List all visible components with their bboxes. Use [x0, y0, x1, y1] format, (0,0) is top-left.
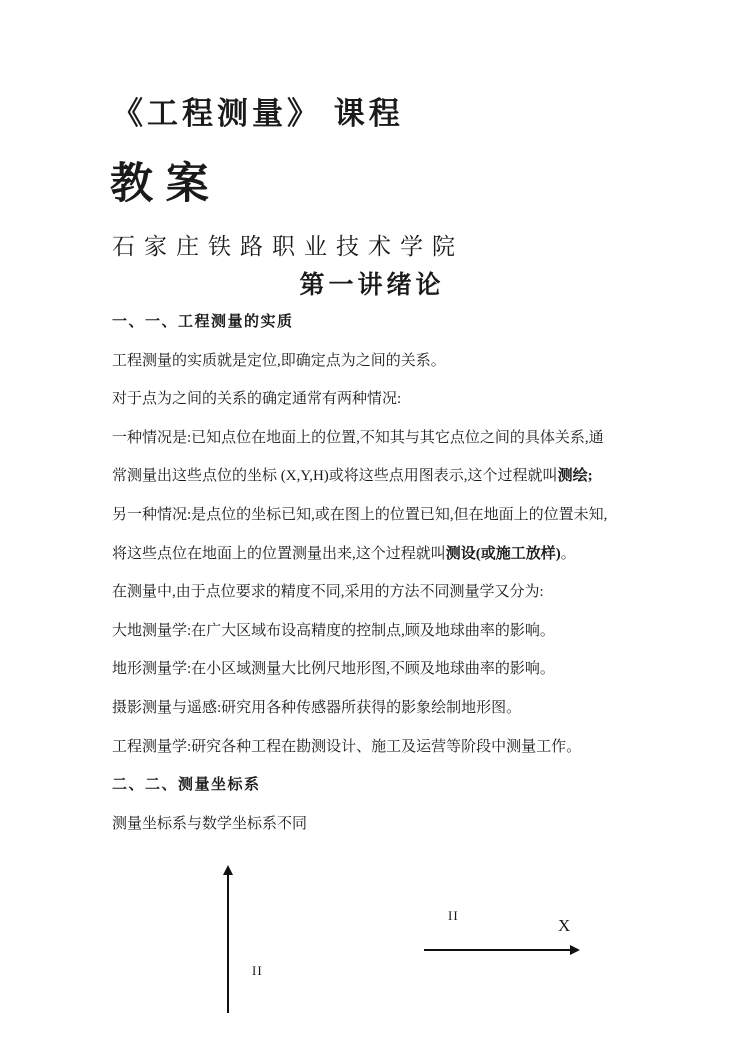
lecture-title: 第一讲绪论	[299, 272, 445, 299]
y-axis-parallel-label: II	[252, 963, 263, 978]
paragraph-coordinate-systems: 测量坐标系与数学坐标系不同	[112, 815, 308, 832]
section-heading-2: 二、二、测量坐标系	[112, 777, 261, 794]
paragraph-photogrammetry: 摄影测量与遥感:研究用各种传感器所获得的影象绘制地形图。	[112, 699, 522, 716]
course-title: 《工程测量》 课程	[112, 96, 404, 131]
section-heading-1: 一、一、工程测量的实质	[112, 314, 294, 330]
x-axis-line	[424, 949, 572, 951]
case2-line2-period: 。	[560, 545, 576, 562]
case1-line2-text: 常测量出这些点位的坐标 (X,Y,H)或将这些点用图表示,这个过程就叫	[112, 468, 558, 485]
y-axis-arrowhead-icon	[223, 865, 233, 875]
x-axis-label: X	[558, 916, 571, 935]
case2-line2-text: 将这些点位在地面上的位置测量出来,这个过程就叫	[112, 545, 446, 562]
paragraph-engineering-survey: 工程测量学:研究各种工程在勘测设计、施工及运营等阶段中测量工作。	[112, 738, 582, 755]
x-axis-arrowhead-icon	[570, 945, 580, 955]
term-ceshe: 测设(或施工放样)	[445, 545, 561, 562]
x-axis-parallel-label: II	[448, 908, 459, 923]
institution-name: 石家庄铁路职业技术学院	[112, 234, 464, 259]
y-axis-line	[227, 873, 229, 1013]
paragraph-case2-line1: 另一种情况:是点位的坐标已知,或在图上的位置已知,但在地面上的位置未知,	[112, 506, 608, 523]
paragraph-geodesy: 大地测量学:在广大区域布设高精度的控制点,顾及地球曲率的影响。	[112, 622, 555, 639]
document-body	[112, 303, 607, 843]
paragraph-essence: 工程测量的实质就是定位,即确定点为之间的关系。	[112, 352, 446, 369]
paragraph-case1-line1: 一种情况是:已知点位在地面上的位置,不知其与其它点位之间的具体关系,通	[112, 429, 604, 446]
paragraph-case2-line2	[112, 535, 607, 574]
paragraph-topography: 地形测量学:在小区域测量大比例尺地形图,不顾及地球曲率的影响。	[112, 661, 555, 678]
term-cehui: 测绘;	[557, 468, 593, 485]
doc-type-title: 教 案	[110, 161, 210, 208]
paragraph-case1-line2	[112, 457, 607, 496]
paragraph-precision: 在测量中,由于点位要求的精度不同,采用的方法不同测量学又分为:	[112, 584, 544, 601]
paragraph-two-cases: 对于点为之间的关系的确定通常有两种情况:	[112, 391, 402, 408]
